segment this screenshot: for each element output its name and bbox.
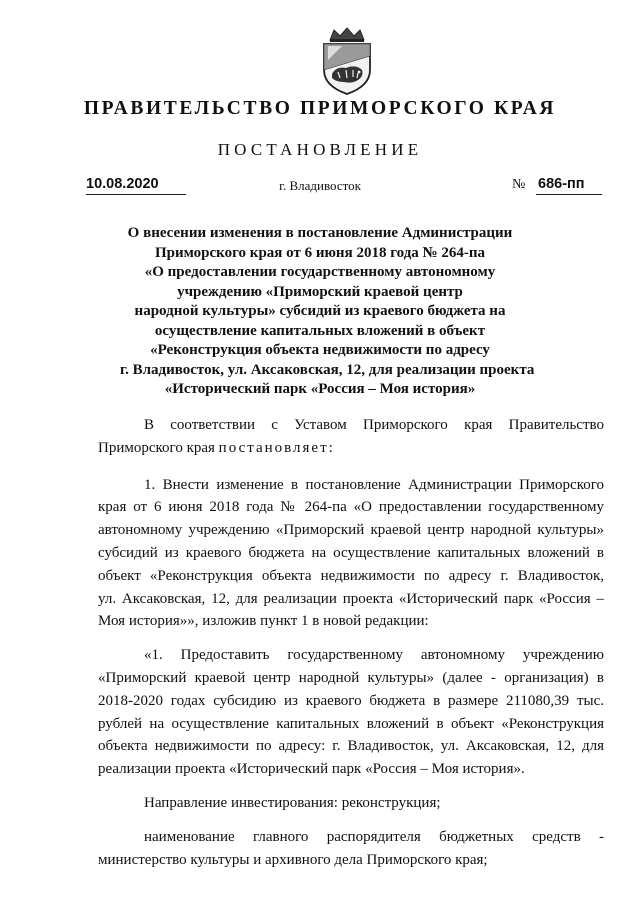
paragraph-item-1 [98, 474, 604, 634]
text-line: ул. Аксаковская, 12, для реализации проекта «Исторический парк «Россия – [98, 590, 604, 607]
text-line: «Приморский краевой центр народной культуры» (далее - организация) в [98, 669, 604, 686]
paragraph-preamble [98, 414, 604, 460]
date-underline [86, 194, 186, 195]
text-line: Моя история»», изложив пункт 1 в новой редакции: [98, 613, 429, 630]
text-line: субсидий из краевого бюджета на осуществление капитальных вложений в [98, 544, 604, 561]
city-name: г. Владивосток [279, 178, 361, 193]
text-line [98, 437, 604, 460]
text-line: 1. Внести изменение в постановление Администрации Приморского [144, 476, 604, 493]
title-line: осуществление капитальных вложений в объект [154, 322, 486, 339]
decree-body [98, 414, 604, 871]
text-line: рублей на осуществление капитальных вложений в объект «Реконструкция [98, 715, 604, 732]
government-name: ПРАВИТЕЛЬСТВО ПРИМОРСКОГО КРАЯ [83, 98, 557, 119]
decree-keyword: постановляет: [218, 439, 335, 456]
text-line: объект «Реконструкция объекта недвижимости по адресу г. Владивосток, [98, 567, 604, 584]
decree-number: 686-пп [538, 176, 585, 192]
document-type: ПОСТАНОВЛЕНИЕ [217, 140, 423, 159]
text-line: автономному учреждению «Приморский краевой центр народной культуры» [98, 522, 604, 539]
text-line: 2018-2020 годах субсидию из краевого бюджета в размере 211080,39 тыс. [98, 692, 604, 709]
text-line: «1. Предоставить государственному автономному учреждению [144, 647, 604, 664]
title-line: учреждению «Приморский краевой центр [177, 283, 463, 300]
decree-date: 10.08.2020 [86, 176, 159, 192]
text-fragment: Приморского края [98, 439, 219, 456]
title-line: «О предоставлении государственному автономному [144, 264, 496, 280]
text-line: объекта недвижимости по адресу: г. Владивосток, ул. Аксаковская, 12, для [98, 738, 604, 755]
text-line: реализации проекта «Исторический парк «Россия – Моя история». [98, 761, 525, 778]
title-line: народной культуры» субсидий из краевого бюджета на [134, 303, 506, 319]
paragraph-budget-manager [98, 826, 604, 872]
text-line: Направление инвестирования: реконструкция; [144, 794, 441, 811]
title-line: Приморского края от 6 июня 2018 года № 264-па [155, 244, 485, 261]
title-line: «Реконструкция объекта недвижимости по адресу [150, 342, 490, 358]
text-line: наименование главного распорядителя бюджетных средств - [144, 828, 604, 845]
decree-title [120, 224, 535, 400]
paragraph-new-edition [98, 644, 604, 781]
coat-of-arms-emblem [316, 26, 378, 96]
number-underline [536, 194, 602, 195]
title-line: г. Владивосток, ул. Аксаковская, 12, для реализации проекта [120, 361, 535, 378]
title-line: О внесении изменения в постановление Администрации [127, 225, 513, 241]
text-line: В соответствии с Уставом Приморского края Правительство [144, 417, 604, 433]
text-line: министерство культуры и архивного дела Приморского края; [98, 851, 488, 868]
text-line: края от 6 июня 2018 года № 264-па «О предоставлении государственному [98, 499, 604, 516]
number-sign: № [512, 177, 526, 192]
paragraph-investment-direction [98, 792, 604, 815]
title-line: «Исторический парк «Россия – Моя история» [164, 381, 476, 397]
